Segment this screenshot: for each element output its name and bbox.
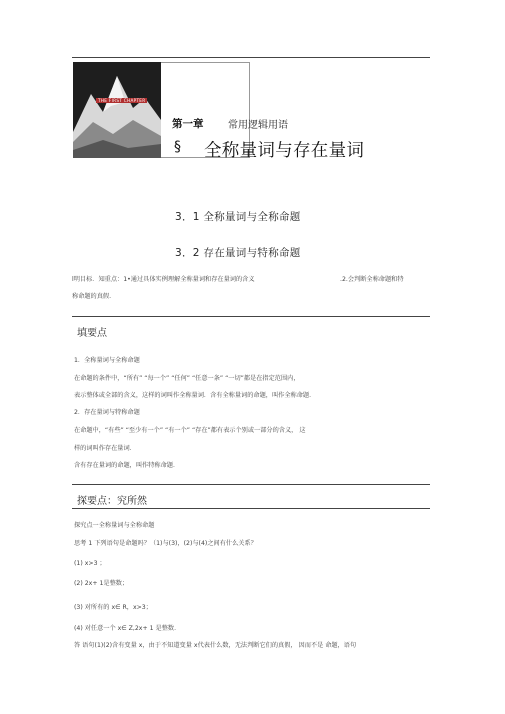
subsection-title-2: 3．2 存在量词与特称命题 bbox=[175, 247, 301, 259]
mountain-illustration bbox=[73, 62, 161, 158]
subsection-title-1: 3．1 全称量词与全称命题 bbox=[175, 211, 301, 223]
fill-heading: 填要点 bbox=[77, 328, 107, 339]
fill-item: 在命题的条件中，“所有” “每一个” “任何” “任意一条” “一切”都是在指定范围内， bbox=[74, 375, 300, 382]
explore-item: (1) x>3 ； bbox=[74, 560, 106, 567]
learning-goals-line-1-tail: .2.会判断全称命题和特 bbox=[340, 276, 404, 283]
learning-goals-line-2: 称命题的真假. bbox=[72, 293, 112, 300]
fill-item: 1．全称量词与全称命题 bbox=[74, 357, 140, 364]
top-rule bbox=[72, 57, 430, 58]
fill-item: 样的词叫作存在量词． bbox=[74, 445, 136, 452]
explore-item: 探究点一全称量词与全称命题 bbox=[74, 522, 155, 529]
explore-item: (2) 2x+ 1是整数； bbox=[74, 580, 129, 587]
chapter-tag: THE FIRST CHAPTER bbox=[98, 98, 146, 103]
fill-item: 在命题中，“有些” “至少有一个” “有一个” “存在”都有表示个别或一部分的含义， 这 bbox=[74, 427, 306, 434]
learning-goals-line-1: l明目标．知重点：1•通过具体实例理解全称量词和存在量词的含义 bbox=[72, 276, 255, 283]
explore-heading-underline bbox=[72, 508, 430, 509]
fill-item: 含有存在量词的命题，叫作特称命题． bbox=[74, 462, 180, 469]
chapter-number: 第一章 bbox=[172, 118, 204, 130]
explore-item: 思考 1 下列语句是命题吗？（1)与(3)，(2)与(4)之间有什么关系？ bbox=[74, 540, 257, 547]
explore-item: (4) 对任意一个 x∈ Z,2x+ 1 是整数． bbox=[74, 625, 181, 632]
explore-heading-rule bbox=[72, 484, 430, 485]
section-mark: § bbox=[174, 139, 181, 155]
fill-item: 2．存在量词与特称命题 bbox=[74, 409, 140, 416]
explore-heading: 探要点：究所然 bbox=[77, 496, 147, 507]
explore-item: 答 语句(1)(2)含有变量 x，由于不知道变量 x代表什么数，无法判断它们的真假， 因而不是 命题，语句 bbox=[74, 642, 357, 649]
chapter-banner-image bbox=[73, 62, 161, 158]
explore-item: (3) 对所有的 x∈ R，x>3； bbox=[74, 604, 152, 611]
fill-item: 表示整体或全部的含义，这样的词叫作全称量词．含有全称量词的命题，叫作全称命题． bbox=[74, 392, 316, 399]
fill-heading-rule bbox=[72, 316, 430, 317]
chapter-name: 常用逻辑用语 bbox=[228, 120, 288, 131]
section-title: 全称量词与存在量词 bbox=[204, 141, 365, 161]
